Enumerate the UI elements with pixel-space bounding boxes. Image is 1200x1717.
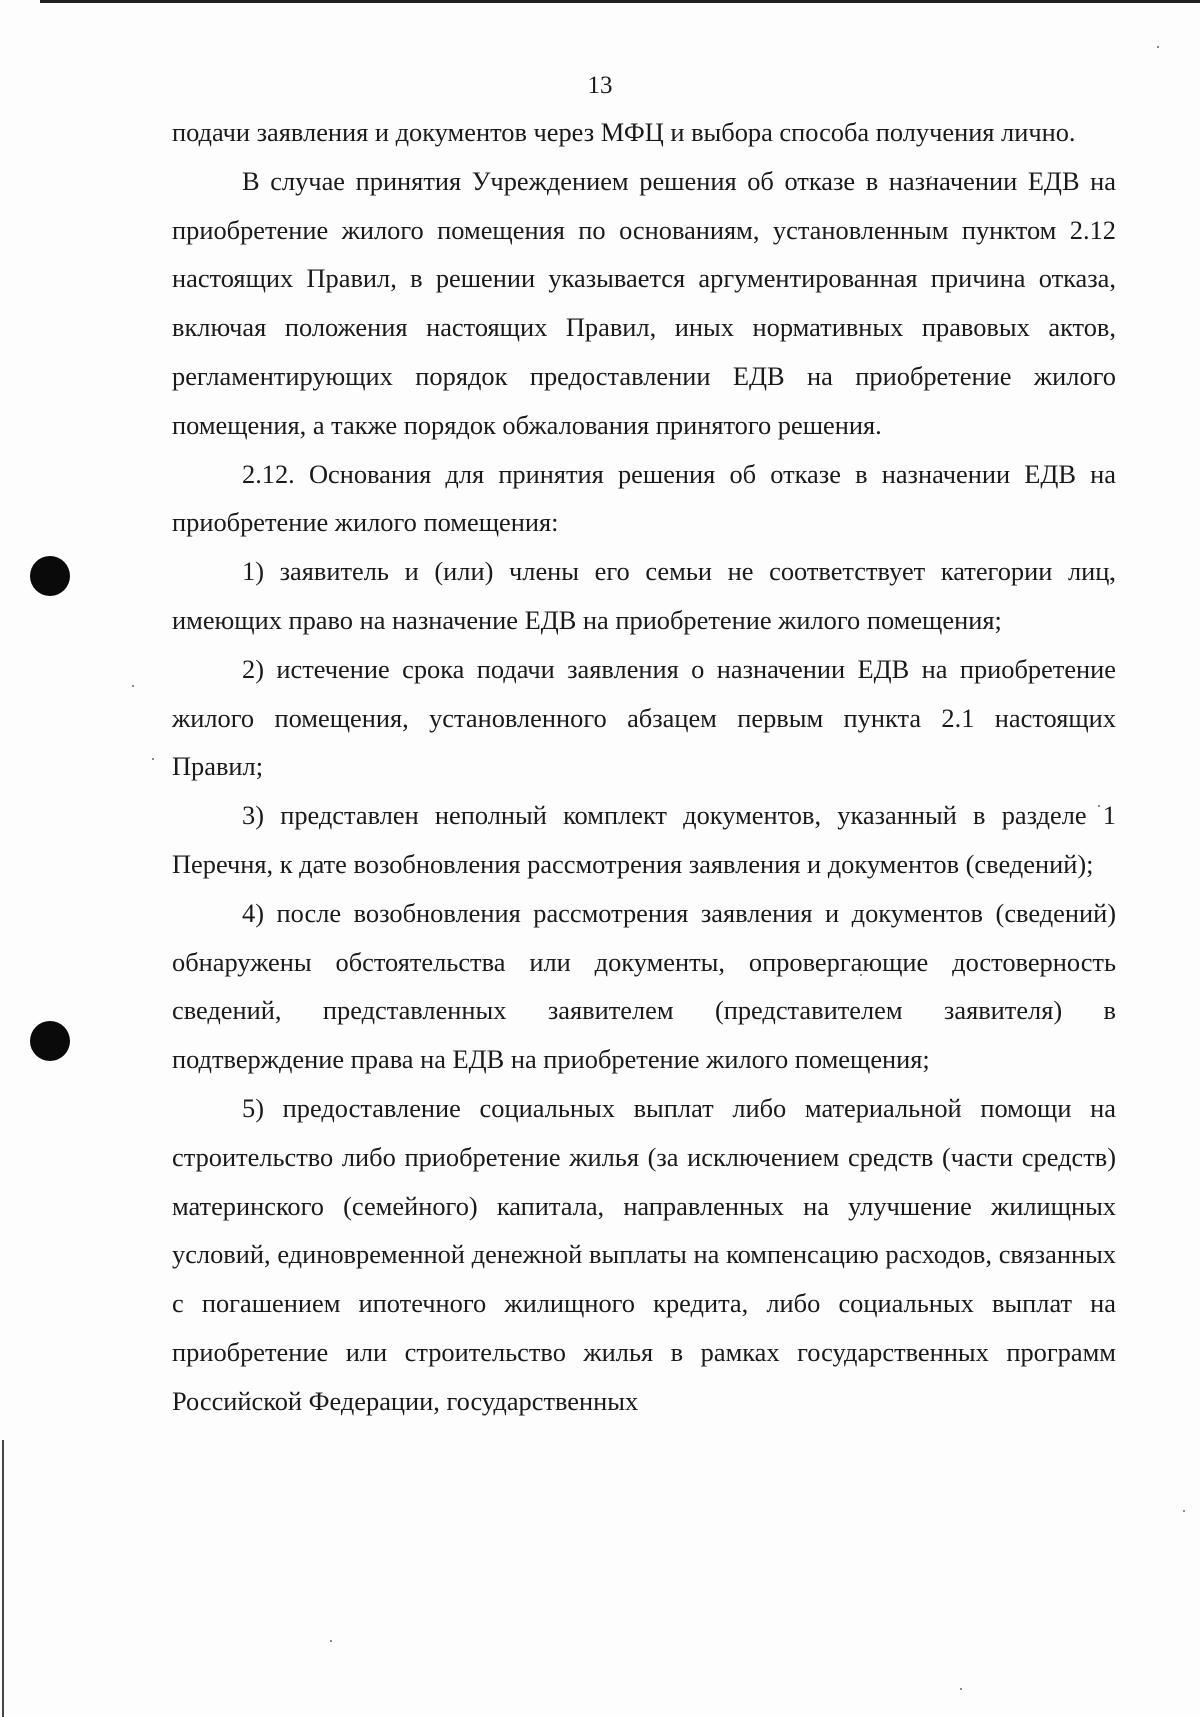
page-number: 13	[587, 72, 613, 99]
punch-hole	[30, 556, 70, 596]
paragraph-continuation: подачи заявления и документов через МФЦ и выбора способа получения лично.	[172, 117, 1076, 147]
scan-speck	[960, 1688, 962, 1690]
scan-speck	[132, 685, 134, 687]
document-body	[172, 108, 1116, 1426]
scan-speck	[1183, 1510, 1185, 1512]
paragraph-section-2-12: 2.12. Основания для принятия решения об отказе в назначении ЕДВ на приобретение жилого помещения:	[172, 458, 1116, 538]
scan-left-edge	[2, 1440, 4, 1717]
punch-hole	[30, 1021, 70, 1061]
scan-speck	[152, 758, 154, 760]
list-item-2: 2) истечение срока подачи заявления о назначении ЕДВ на приобретение жилого помещения, установленного абзацем первым пункта 2.1 настоящих Правил;	[172, 653, 1116, 782]
scan-speck	[330, 1640, 332, 1642]
scan-top-edge	[40, 0, 1200, 3]
paragraph-refusal-decision: В случае принятия Учреждением решения об отказе в назначении ЕДВ на приобретение жилого помещения по основаниям, установленным пунктом 2.12 настоящих Правил, в решении указывается аргументированная причина отказа, включая положения настоящих Правил, иных нормативных правовых актов, регламентирующих порядок предоставлении ЕДВ на приобретение жилого помещения, а также порядок обжалования принятого решения.	[172, 165, 1116, 440]
scan-speck	[1157, 46, 1159, 48]
list-item-5: 5) предоставление социальных выплат либо материальной помощи на строительство либо приобретение жилья (за исключением средств (части средств) материнского (семейного) капитала, направленных на улучшение жилищных условий, единовременной денежной выплаты на компенсацию расходов, связанных с погашением ипотечного жилищного кредита, либо социальных выплат на приобретение или строительство жилья в рамках государственных программ Российской Федерации, государственных	[172, 1092, 1116, 1416]
list-item-1: 1) заявитель и (или) члены его семьи не соответствует категории лиц, имеющих право на назначение ЕДВ на приобретение жилого помещения;	[172, 556, 1116, 635]
list-item-4: 4) после возобновления рассмотрения заявления и документов (сведений) обнаружены обстоятельства или документы, опровергающие достоверность сведений, представленных заявителем (представителем заявителя) в подтверждение права на ЕДВ на приобретение жилого помещения;	[172, 897, 1116, 1075]
list-item-3: 3) представлен неполный комплект документов, указанный в разделе 1 Перечня, к дате возобновления рассмотрения заявления и документов (сведений);	[172, 800, 1116, 879]
